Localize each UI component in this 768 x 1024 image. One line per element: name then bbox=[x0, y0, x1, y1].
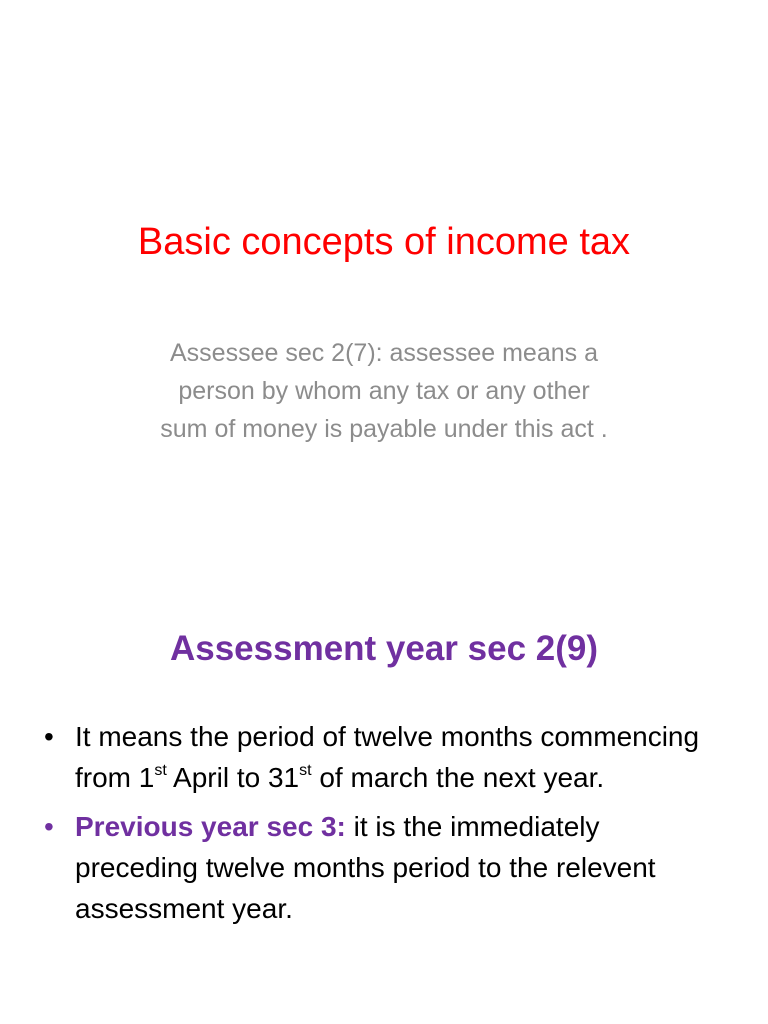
bullet-term: Previous year sec 3: bbox=[75, 811, 346, 842]
subtitle-line: sum of money is payable under this act . bbox=[160, 415, 608, 443]
subtitle-line: person by whom any tax or any other bbox=[178, 377, 590, 405]
bullet-list bbox=[44, 716, 724, 937]
slide-1-title: Basic concepts of income tax bbox=[137, 221, 631, 263]
bullet-previous-year bbox=[44, 806, 724, 929]
superscript: st bbox=[154, 762, 167, 779]
bullet-dot-icon: • bbox=[44, 721, 54, 752]
bullet-text: It means the period of twelve months commencing from 1 bbox=[75, 721, 700, 793]
bullet-text: April to 31 bbox=[166, 762, 300, 793]
superscript: st bbox=[299, 762, 312, 779]
bullet-text: it is the immediately preceding twelve months period to the relevent assessment year. bbox=[75, 811, 656, 924]
slide-1-subtitle bbox=[114, 334, 654, 448]
bullet-assessment-year bbox=[44, 716, 724, 798]
bullet-dot-icon: • bbox=[44, 811, 54, 842]
subtitle-line: Assessee sec 2(7): assessee means a bbox=[170, 339, 598, 367]
slide-2 bbox=[0, 576, 768, 1024]
slide-2-title: Assessment year sec 2(9) bbox=[169, 629, 599, 668]
bullet-text: of march the next year. bbox=[311, 762, 605, 793]
